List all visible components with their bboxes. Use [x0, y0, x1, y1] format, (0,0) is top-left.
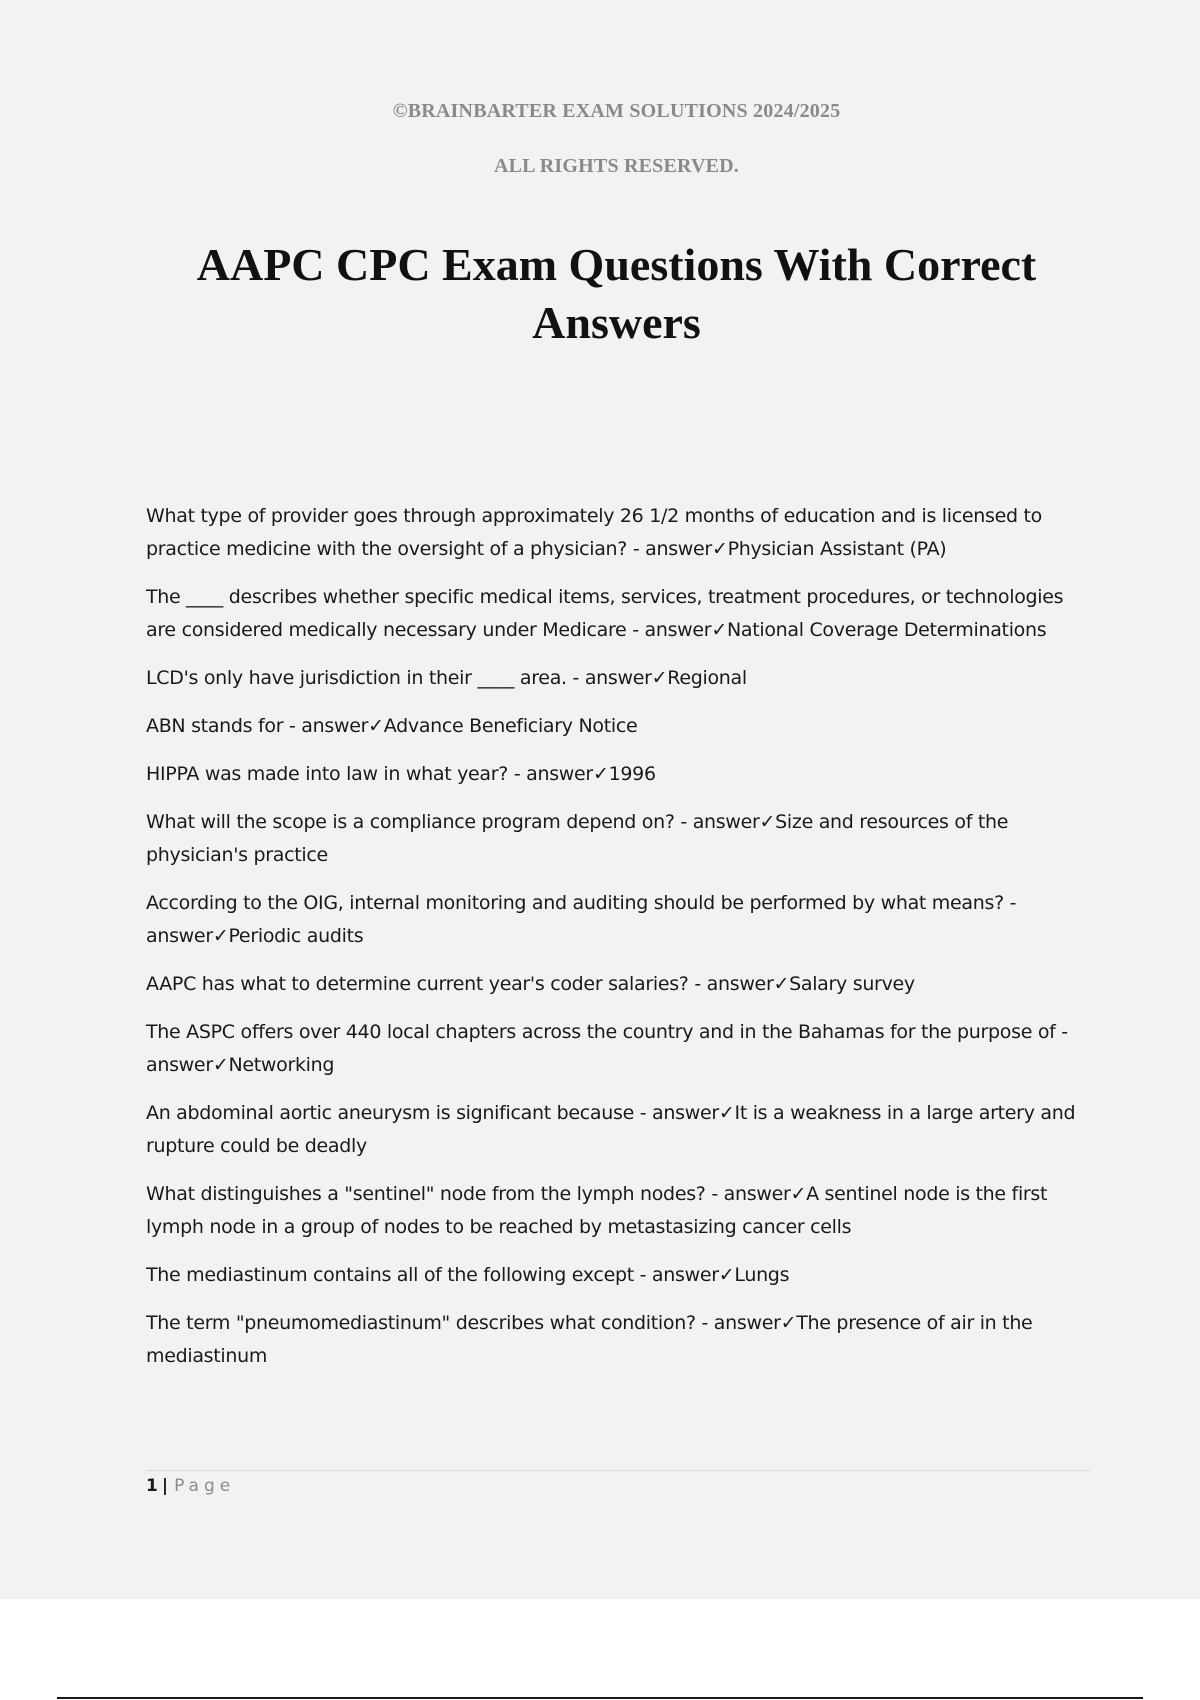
qa-item — [146, 1259, 1096, 1292]
page-label: Page — [174, 1476, 236, 1496]
question-text: What distinguishes a "sentinel" node from the lymph nodes? — [146, 1183, 706, 1205]
footer-divider — [146, 1470, 1090, 1471]
question-text: HIPPA was made into law in what year? — [146, 763, 509, 785]
checkmark-icon: ✓ — [711, 538, 728, 560]
qa-item — [146, 1178, 1096, 1244]
qa-item — [146, 1097, 1096, 1163]
answer-text: Periodic audits — [228, 925, 364, 947]
answer-separator: - answer — [508, 763, 593, 785]
answer-separator: - answer — [695, 1312, 781, 1334]
question-text: What will the scope is a compliance program depend on? — [146, 811, 675, 833]
answer-separator: - answer — [283, 715, 369, 737]
footer-divider-glyph: | — [161, 1476, 169, 1496]
answer-text: A sentinel node is the first lymph node in a group of nodes to be reached by metastasizing cancer cells — [146, 1183, 1048, 1238]
question-text: What type of provider goes through approximately 26 1/2 months of education and is licensed to practice medicine with the oversight of a physician? — [146, 505, 1042, 560]
rights-reserved-header: ALL RIGHTS RESERVED. — [493, 155, 740, 177]
answer-text: Networking — [228, 1054, 335, 1076]
document-title: AAPC CPC Exam Questions With Correct Answers — [196, 239, 1037, 348]
copyright-header: ©BRAINBARTER EXAM SOLUTIONS 2024/2025 — [392, 100, 841, 122]
checkmark-icon: ✓ — [592, 763, 609, 785]
answer-separator: - answer — [633, 1264, 719, 1286]
question-text: The term "pneumomediastinum" describes what condition? — [146, 1312, 696, 1334]
page-footer — [146, 1476, 235, 1496]
qa-item — [146, 1307, 1096, 1373]
checkmark-icon: ✓ — [790, 1183, 807, 1205]
question-text: AAPC has what to determine current year's coder salaries? — [146, 973, 689, 995]
answer-text: 1996 — [608, 763, 656, 785]
answer-separator: - answer — [674, 811, 760, 833]
answer-separator: - answer — [566, 667, 652, 689]
qa-item — [146, 581, 1096, 647]
qa-item — [146, 1016, 1096, 1082]
qa-list — [146, 500, 1096, 1388]
qa-item — [146, 500, 1096, 566]
qa-item — [146, 710, 1096, 743]
answer-separator: - answer — [146, 1021, 1068, 1076]
qa-item — [146, 758, 1096, 791]
checkmark-icon: ✓ — [718, 1264, 735, 1286]
checkmark-icon: ✓ — [759, 811, 776, 833]
answer-separator: - answer — [146, 892, 1017, 947]
answer-text: Regional — [667, 667, 747, 689]
answer-separator: - answer — [634, 1102, 719, 1124]
answer-text: The presence of air in the mediastinum — [146, 1312, 1033, 1367]
answer-text: National Coverage Determinations — [726, 619, 1047, 641]
answer-text: Lungs — [734, 1264, 790, 1286]
qa-item — [146, 887, 1096, 953]
checkmark-icon: ✓ — [212, 925, 229, 947]
checkmark-icon: ✓ — [651, 667, 668, 689]
page-number: 1 — [146, 1476, 158, 1496]
question-text: The ASPC offers over 440 local chapters across the country and in the Bahamas for the purpose of — [146, 1021, 1056, 1043]
answer-text: Advance Beneficiary Notice — [383, 715, 638, 737]
question-text: According to the OIG, internal monitoring and auditing should be performed by what means? — [146, 892, 1004, 914]
checkmark-icon: ✓ — [773, 973, 790, 995]
answer-separator: - answer — [705, 1183, 791, 1205]
question-text: An abdominal aortic aneurysm is significant because — [146, 1102, 635, 1124]
question-text: The mediastinum contains all of the following except — [146, 1264, 634, 1286]
checkmark-icon: ✓ — [718, 1102, 735, 1124]
checkmark-icon: ✓ — [368, 715, 384, 737]
checkmark-icon: ✓ — [780, 1312, 797, 1334]
question-text: ABN stands for — [146, 715, 284, 737]
answer-text: Size and resources of the physician's practice — [146, 811, 1009, 866]
checkmark-icon: ✓ — [212, 1054, 229, 1076]
qa-item — [146, 662, 1096, 695]
answer-text: It is a weakness in a large artery and rupture could be deadly — [146, 1102, 1076, 1157]
answer-text: Physician Assistant (PA) — [727, 538, 947, 560]
qa-item — [146, 968, 1096, 1001]
question-text: The ____ describes whether specific medical items, services, treatment procedures, or technologies are considered medically necessary under Medicare — [146, 586, 1064, 641]
question-text: LCD's only have jurisdiction in their ____ area. — [146, 667, 567, 689]
answer-separator: - answer — [626, 619, 712, 641]
checkmark-icon: ✓ — [711, 619, 727, 641]
answer-separator: - answer — [688, 973, 774, 995]
next-page-top-rule — [57, 1697, 1143, 1699]
answer-text: Salary survey — [789, 973, 915, 995]
answer-separator: - answer — [627, 538, 712, 560]
qa-item — [146, 806, 1096, 872]
